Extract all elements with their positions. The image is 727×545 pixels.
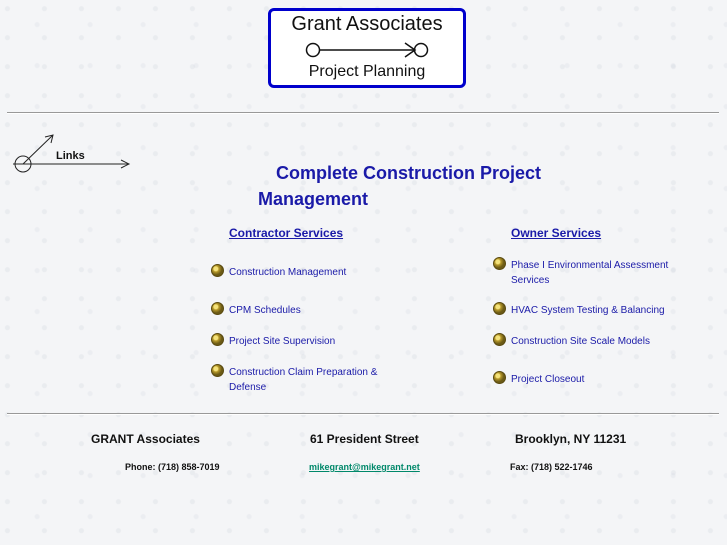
service-link-project-site-supervision[interactable] [229,334,335,349]
gold-bullet-icon [493,371,506,384]
gold-bullet-icon [493,302,506,315]
company-logo[interactable] [268,8,466,88]
service-label-cont: Services [511,275,550,286]
service-link-construction-management[interactable] [229,265,346,280]
gold-bullet-icon [493,333,506,346]
page-headline [258,160,588,212]
service-label: HVAC System Testing & Balancing [511,305,665,316]
service-label: Construction Claim Preparation & [229,367,378,378]
gold-bullet-icon [211,333,224,346]
headline-line-2: Management [258,189,369,209]
service-label: Construction Site Scale Models [511,336,650,347]
service-label: Project Closeout [511,374,585,385]
footer-fax: Fax: (718) 522-1746 [510,462,593,472]
logo-tagline: Project Planning [308,63,426,80]
links-label[interactable]: Links [56,150,85,162]
footer-city: Brooklyn, NY 11231 [515,432,627,446]
service-link-construction-claim[interactable] [229,365,399,395]
gold-bullet-icon [211,264,224,277]
headline-line-1: Complete Construction Project [276,163,542,183]
top-divider [7,112,719,114]
service-link-scale-models[interactable] [511,334,650,349]
footer-street: 61 President Street [310,432,419,446]
bottom-divider [7,413,719,415]
owner-services-link[interactable]: Owner Services [511,226,602,240]
gold-bullet-icon [493,257,506,270]
service-link-cpm-schedules[interactable] [229,303,301,318]
service-label: Phase I Environmental Assessment [511,260,669,271]
footer-company-name: GRANT Associates [91,432,200,446]
service-label: CPM Schedules [229,305,301,316]
gold-bullet-icon [211,364,224,377]
service-link-project-closeout[interactable] [511,372,584,387]
logo-company-name: Grant Associates [291,13,443,35]
service-link-phase-i-environmental[interactable] [511,258,691,288]
service-label: Project Site Supervision [229,336,336,347]
footer-phone: Phone: (718) 858-7019 [125,462,220,472]
gold-bullet-icon [211,302,224,315]
footer-email-link[interactable]: mikegrant@mikegrant.net [309,462,420,472]
logo-arrow-graphic [305,41,429,59]
service-label: Construction Management [229,267,347,278]
service-label-cont: Defense [229,382,267,393]
contractor-services-link[interactable]: Contractor Services [229,226,344,240]
service-link-hvac-testing[interactable] [511,303,665,318]
